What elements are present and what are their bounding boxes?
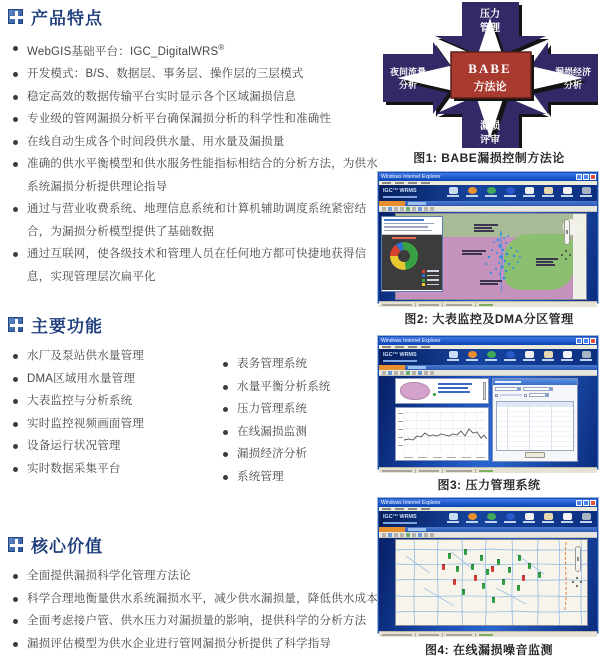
section-title: 产品特点 [31,9,103,28]
section-product-features [8,4,378,288]
list-item: 实时监控视频画面管理 [8,413,208,436]
noise-logger-green [492,598,495,603]
list-item: 水厂及泵站供水量管理 [8,345,208,368]
noise-logger-green [538,573,541,578]
window-title: Windows Internet Explorer [381,338,441,344]
close-button [590,338,596,344]
pages-icon [559,186,575,197]
zone-mini-map [395,378,489,404]
window-statusbar [379,631,597,637]
list-item: 在线自动生成各个时间段供水量、用水量及漏损量 [8,131,378,154]
pressure-zone-polygon [400,382,430,400]
list-item: 漏损经济分析 [218,443,378,466]
noise-logger-green [486,570,489,575]
y-axis-ticks [398,413,403,453]
list-item: 准确的供水平衡模型和供水服务性能指标相结合的分析方法，为供水系统漏损分析提供理论指导 [8,153,378,198]
calendar-icon [540,350,556,361]
registered-mark: ® [218,43,225,52]
fig4-content [379,538,597,631]
noise-logger-green [448,554,451,559]
figure1-babe-diagram [383,2,598,148]
document-icon [521,350,537,361]
noise-logger-green [471,565,474,570]
minimize-button [576,500,582,506]
app-logo-text: IGC™ WRMS [383,352,417,358]
minimize-button [576,338,582,344]
minimize-button [576,174,582,180]
list-item: 科学合理地衡量供水系统漏损水平，减少供水漏损量，降低供水成本 [8,588,378,611]
noise-logger-red [442,565,445,570]
section-main-functions [8,312,378,483]
list-item: 专业级的管网漏损分析平台确保漏损分析的科学性和准确性 [8,108,378,131]
blue-compass-icon [502,350,518,361]
chart-legend [422,268,439,286]
app-logo-subtitle [383,522,417,524]
mini-map-zoom-slider [483,382,486,400]
time-period-table [496,401,574,451]
maximize-button [583,338,589,344]
noise-logger-red [453,580,456,585]
top-arrow-line1: 压力 [480,9,500,20]
checkbox [524,394,527,397]
figure4-caption: 图4: 在线漏损噪音监测 [424,643,553,657]
document-icon [521,186,537,197]
zone-info-text [438,383,472,395]
list-item: 系统管理 [218,466,378,489]
map-pan-control [572,577,582,587]
active-tab [379,527,405,532]
list-item: 通过互联网，使各级技术和管理人员在任何地方都可快捷地获得信息，实现管理层次扁平化 [8,243,378,288]
list-item: 压力管理系统 [218,398,378,421]
noise-logger-green [482,584,485,589]
list-item: 通过与营业收费系统、地理信息系统和计算机辅助调度系统紧密结合，为漏损分析模型提供了基础数据 [8,198,378,243]
chart-panel [381,216,443,292]
list-item: 漏损评估模型为供水企业进行管网漏损分析提供了科学指导 [8,633,378,656]
window-titlebar [379,173,597,181]
list-item: WebGIS基础平台：IGC_DigitalWRS® [8,37,378,63]
app-logo [383,352,427,362]
noise-logger-green [456,567,459,572]
section-header [8,4,378,29]
orange-globe-icon [464,512,480,523]
app-banner [379,185,597,201]
calendar-icon [540,512,556,523]
window-buttons [576,338,596,344]
app-logo [383,188,427,198]
right-arrow-line1: 漏损经济 [554,67,592,77]
zone-label [474,224,498,233]
left-arrow-line1: 夜间流量 [389,67,427,77]
banner-toolbar [445,350,594,361]
blue-compass-icon [502,186,518,197]
tab [408,202,426,205]
bottom-arrow-line2: 评审 [480,135,500,146]
window-statusbar [379,301,597,307]
blue-compass-icon [502,512,518,523]
window-titlebar [379,337,597,345]
figure3-screenshot-window [378,336,598,469]
figure1-caption: 图1: BABE漏损控制方法论 [413,151,565,165]
active-tab [379,201,405,206]
top-arrow-line2: 管理 [480,23,500,34]
babe-center-line1: BABE [468,61,512,76]
map-zoom-slider [564,219,570,245]
window-titlebar [379,499,597,507]
section-title: 核心价值 [31,537,103,556]
confirm-button [525,452,545,458]
pressure-settings-panel [492,378,578,462]
right-arrow-line2: 分析 [563,80,583,90]
noise-logger-green [480,556,483,561]
chart-panel-form [382,217,442,235]
chart-panel-body [382,235,442,290]
noise-logger-green [497,560,500,565]
map-pan-control [561,250,571,260]
noise-logger-green [517,586,520,591]
plus-square-icon [8,537,23,552]
list-item: 实时数据采集平台 [8,458,208,481]
document-icon [521,512,537,523]
noise-logger-green [462,590,465,595]
fig2-content [379,212,597,301]
wrench-icon [578,512,594,523]
wrench-icon [578,186,594,197]
bottom-arrow-line1: 漏损 [480,121,500,132]
left-arrow-line2: 分析 [398,80,418,90]
list-item: 表务管理系统 [218,353,378,376]
feature-list [8,37,378,288]
pressure-line [404,412,487,454]
monitor-icon [445,512,461,523]
orange-globe-icon [464,350,480,361]
pipe-network-lines [396,540,588,626]
app-banner [379,349,597,365]
boundary-dashed-line [565,542,566,610]
window-title: Windows Internet Explorer [381,174,441,180]
list-item: 在线漏损监测 [218,421,378,444]
list-item: DMA区域用水量管理 [8,368,208,391]
x-axis-labels [404,457,485,459]
app-banner [379,511,597,527]
tab [408,528,426,531]
zone-label [480,280,502,286]
figure4-screenshot-window [378,498,598,633]
close-button [590,174,596,180]
list-item: 开发模式：B/S、数据层、事务层、操作层的三层模式 [8,63,378,86]
zone-label [462,250,486,256]
sensor-dot [433,393,436,396]
label-bar [500,394,522,396]
list-item: 水量平衡分析系统 [218,376,378,399]
noise-logger-green [508,568,511,573]
list-item: 大表监控与分析系统 [8,390,208,413]
plus-square-icon [8,9,23,24]
monitor-icon [445,350,461,361]
calendar-icon [540,186,556,197]
zone-label [536,258,558,267]
monitor-icon [445,186,461,197]
fig3-content [379,376,597,467]
green-globe-icon [483,350,499,361]
orange-globe-icon [464,186,480,197]
checkbox [495,394,498,397]
noise-logger-green [528,564,531,569]
figure3-caption: 图3: 压力管理系统 [437,478,541,492]
app-logo-text: IGC™ WRMS [383,514,417,520]
close-button [590,500,596,506]
window-buttons [576,500,596,506]
function-list-left [8,345,208,480]
dropdown [529,393,549,397]
window-title: Windows Internet Explorer [381,500,441,506]
wrench-icon [578,350,594,361]
app-logo [383,514,427,524]
function-list-right [218,353,378,488]
function-columns [8,345,378,483]
checkbox-row [493,391,577,397]
noise-logger-red [491,567,494,572]
app-logo-subtitle [383,360,417,362]
section-core-values [8,532,378,655]
pipe-network-map [395,539,588,626]
window-statusbar [379,467,597,473]
water-balance-donut-chart [390,242,418,270]
pages-icon [559,350,575,361]
babe-center-line2: 方法论 [473,81,507,93]
list-item: 全面考虑接户管、供水压力对漏损量的影响，提供科学的分析方法 [8,610,378,633]
maximize-button [583,500,589,506]
green-globe-icon [483,186,499,197]
plus-square-icon [8,317,23,332]
pressure-trend-chart [395,407,489,461]
dropdown [495,387,521,391]
noise-logger-green [502,580,505,585]
figure2-screenshot-window [378,172,598,303]
list-item: 设备运行状况管理 [8,435,208,458]
noise-logger-green [464,550,467,555]
window-buttons [576,174,596,180]
section-header [8,312,378,337]
noise-logger-red [474,576,477,581]
chart-title-bar [392,237,416,239]
value-list [8,565,378,655]
dropdown [523,387,553,391]
section-title: 主要功能 [31,317,103,336]
app-logo-text: IGC™ WRMS [383,188,417,194]
list-item: 全面提供漏损科学化管理方法论 [8,565,378,588]
section-header [8,532,378,557]
active-tab [379,365,405,370]
figure2-caption: 图2: 大表监控及DMA分区管理 [404,312,574,326]
list-item: 稳定高效的数据传输平台实时显示各个区域漏损信息 [8,86,378,109]
noise-logger-red [522,576,525,581]
banner-toolbar [445,512,594,523]
green-globe-icon [483,512,499,523]
map-zoom-slider [575,546,581,572]
babe-diagram-graphic [383,2,598,148]
maximize-button [583,174,589,180]
noise-logger-green [518,556,521,561]
pages-icon [559,512,575,523]
app-logo-subtitle [383,196,417,198]
tab [408,366,426,369]
banner-toolbar [445,186,594,197]
